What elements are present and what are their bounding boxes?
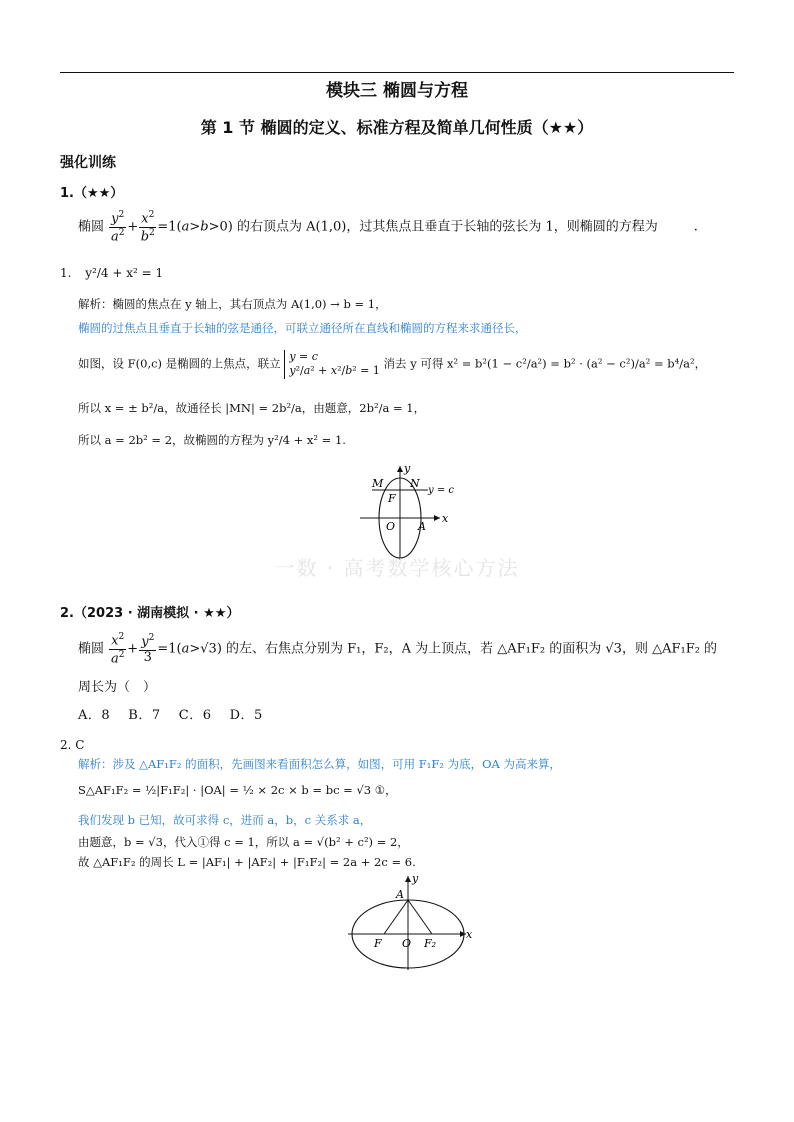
q2-stem-2: 周长为（ ） xyxy=(78,680,157,695)
q1-answer-label: 1. xyxy=(60,266,72,280)
q2-label-o: O xyxy=(402,937,412,950)
q2-label-a: A xyxy=(396,888,404,901)
q2-label-y: y xyxy=(412,872,419,885)
q2-segment-af1 xyxy=(384,900,408,934)
q2-eq-x-term: $\frac{x^2}{a^2}$ xyxy=(110,632,125,666)
q2-options: A．8 B．7 C．6 D．5 xyxy=(78,708,263,723)
q1-solution-3b: 消去 y 可得 x² = b²(1 − c²/a²) = b² · (a² − c²)/a² = b⁴/a²， xyxy=(383,356,707,371)
q1-label-x: x xyxy=(442,512,449,525)
q1-stem: 椭圆 $\frac{y^2}{a^2}$ + $\frac{x^2}{b^2}$ =1(a>b>0) 的右顶点为 A(1,0)，过其焦点且垂直于长轴的弦长为 1，则椭圆的方程为 . xyxy=(78,210,698,244)
q1-label-y: y xyxy=(404,462,411,475)
q2-eq-y-term: $\frac{y^2}{3}$ xyxy=(141,633,155,665)
q2-y-arrow xyxy=(405,876,411,882)
q2-solution-3: 我们发现 b 已知，故可求得 c，进而 a，b，c 关系求 a， xyxy=(78,813,372,827)
q1-label-o: O xyxy=(386,520,396,533)
q2-label-f1: F xyxy=(374,937,382,950)
q1-solution-3a: 如图，设 F(0,c) 是椭圆的上焦点，联立 xyxy=(78,356,281,371)
q2-heading: 2.（2023 · 湖南模拟 · ★★） xyxy=(60,606,240,621)
q2-label-x: x xyxy=(466,928,473,941)
watermark: 一数 · 高考数学核心方法 xyxy=(274,556,520,580)
q2-label-f2: F₂ xyxy=(424,937,437,950)
q1-eq-x-term: $\frac{x^2}{b^2}$ xyxy=(140,210,155,244)
q2-stem-prefix: 椭圆 xyxy=(78,641,105,657)
q1-solution-1: 解析：椭圆的焦点在 y 轴上，其右顶点为 A(1,0) → b = 1， xyxy=(78,297,387,311)
q1-stem-text: 的右顶点为 A(1,0)，过其焦点且垂直于长轴的弦长为 1，则椭圆的方程为 xyxy=(236,219,658,235)
q1-answer-value: y²/4 + x² = 1 xyxy=(85,266,164,280)
practice-heading: 强化训练 xyxy=(60,155,116,171)
q1-answer xyxy=(60,266,163,280)
module-title: 模块三 椭圆与方程 xyxy=(326,81,468,101)
q1-system-brace: y = c y²/a² + x²/b² = 1 xyxy=(284,350,380,379)
q2-solution-4: 由题意，b = √3，代入①得 c = 1，所以 a = √(b² + c²) = 2， xyxy=(78,835,409,849)
section-title: 第 1 节 椭圆的定义、标准方程及简单几何性质（★★） xyxy=(200,118,594,137)
q2-stem: 椭圆 $\frac{x^2}{a^2}$ + $\frac{y^2}{3}$ =1(a>√3) 的左、右焦点分别为 F₁，F₂，A 为上顶点，若 △AF₁F₂ 的面积为 √3，则 △AF₁F₂ 的 xyxy=(78,632,718,666)
q1-label-m: M xyxy=(372,477,384,490)
q1-label-f: F xyxy=(388,492,396,505)
q1-eq-y-term: $\frac{y^2}{a^2}$ xyxy=(110,210,125,244)
q1-ellipse-figure xyxy=(348,462,458,562)
q1-y-arrow xyxy=(397,466,403,472)
q1-stem-prefix: 椭圆 xyxy=(78,219,105,235)
q2-stem-text: 的左、右焦点分别为 F₁，F₂，A 为上顶点，若 △AF₁F₂ 的面积为 √3，则 △AF₁F₂ 的 xyxy=(226,641,718,657)
top-rule xyxy=(60,72,734,73)
q1-heading: 1.（★★） xyxy=(60,186,124,201)
q1-label-line: y = c xyxy=(428,485,454,496)
q2-solution-2: S△AF₁F₂ = ½|F₁F₂| · |OA| = ½ × 2c × b = bc = √3 ①， xyxy=(78,783,397,797)
q2-solution-1: 解析：涉及 △AF₁F₂ 的面积，先画图来看面积怎么算，如图，可用 F₁F₂ 为底，OA 为高来算， xyxy=(78,757,562,771)
q2-ellipse-figure xyxy=(340,872,480,972)
q1-solution-3 xyxy=(78,350,706,379)
q2-segment-af2 xyxy=(408,900,432,934)
q1-label-a: A xyxy=(418,520,426,533)
q1-label-n: N xyxy=(410,477,420,490)
q1-solution-4: 所以 x = ± b²/a，故通径长 |MN| = 2b²/a，由题意，2b²/a = 1， xyxy=(78,401,426,415)
q1-solution-5: 所以 a = 2b² = 2，故椭圆的方程为 y²/4 + x² = 1. xyxy=(78,433,346,447)
q1-solution-2: 椭圆的过焦点且垂直于长轴的弦是通径，可联立通径所在直线和椭圆的方程来求通径长， xyxy=(78,321,527,335)
q2-solution-5: 故 △AF₁F₂ 的周长 L = |AF₁| + |AF₂| + |F₁F₂| = 2a + 2c = 6. xyxy=(78,855,416,869)
q1-x-arrow xyxy=(434,515,440,521)
q1-stem-end: . xyxy=(693,219,698,235)
q2-answer: 2. C xyxy=(60,738,85,752)
